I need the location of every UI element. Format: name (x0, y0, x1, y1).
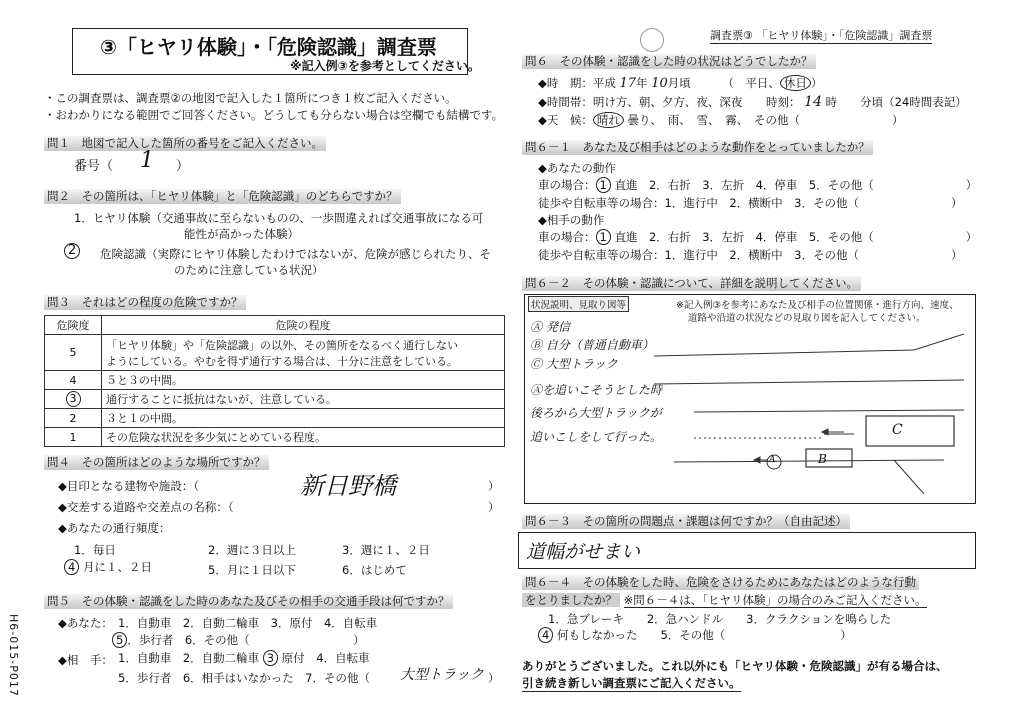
intro-line-1: ・この調査票は、調査票②の地図で記入した１箇所につき１枚ご記入ください。 (44, 91, 457, 105)
freq-option-3: 3．週に１、２日 (342, 543, 430, 557)
q4-road-close: ） (488, 500, 500, 514)
q1-label: 番号（ (74, 159, 114, 174)
car-b-shape (806, 449, 852, 467)
q2-option-2-number: 2 (64, 243, 80, 259)
freq-option-1: 1．毎日 (74, 543, 116, 557)
punch-hole (640, 28, 664, 52)
sketch-note-2: 道路や沿道の状況などの見取り図を記入してください。 (688, 313, 926, 324)
table-row (45, 409, 505, 428)
truck-c-shape (866, 416, 954, 446)
q4-road-label: ◆交差する道路や交差点の名称：（ (58, 500, 234, 514)
table-row (45, 371, 505, 390)
freq-option-4-circled: 4 月に１、２日 (64, 559, 152, 575)
freq-option-2: 2．週に３日以上 (208, 543, 296, 557)
q2-option-1b: 能性が高かった体験） (184, 227, 299, 241)
sketch-box-label: 状況説明、見取り図等 (528, 296, 629, 312)
q6-3-answer: 道幅がせまい (526, 541, 641, 563)
level-cell-circled: 3 (45, 390, 102, 409)
q6-1-you-walk: 徒歩や自転車等の場合：1．進行中 2．横断中 3．その他（ ） (538, 196, 963, 210)
hand-note-3: Ⓒ 大型トラック (530, 357, 618, 371)
degree-cell: ５と３の中間。 (102, 371, 505, 390)
intro-line-2: ・おわかりになる範囲でご回答ください。どうしても分らない場合は空欄でも結構です。 (44, 108, 504, 122)
q4-landmark-label: ◆目印となる建物や施設：（ (58, 479, 200, 493)
footer-line-1: ありがとうございました。これ以外にも「ヒヤリ体験・危険認識」が有る場合は、 (522, 659, 948, 673)
q5-other-close: ） (488, 671, 500, 685)
side-code: H6-015-P017 (7, 614, 20, 697)
hand-note-2: Ⓑ 自分（普通自動車） (530, 338, 654, 352)
level-cell: 2 (45, 409, 102, 428)
q6-1-other-label: ◆相手の動作 (538, 213, 605, 227)
q1-close: ） (176, 159, 190, 174)
q6-1-you-car: 車の場合： 1 直進 2．右折 3．左折 4．停車 5．その他（ ） (538, 178, 978, 192)
road-sketch (524, 294, 974, 502)
q5-other-row1: 1．自動車 2．自動二輪車 3 原付 4．自転車 (118, 651, 370, 665)
q5-you-row1: 1．自動車 2．自動二輪車 3．原付 4．自転車 (118, 616, 378, 630)
q2-option-1: 1．ヒヤリ体験（交通事故に至らないものの、一歩間違えれば交通事故になる可 (74, 211, 484, 225)
header-degree: 危険の程度 (102, 316, 505, 335)
q6-2-title: 問６－２ その体験・認識について、詳細を説明してください。 (522, 276, 861, 291)
hand-note-4: Ⓐを追いこそうとした時 (530, 383, 663, 397)
hand-note-5: 後ろから大型トラックが (530, 406, 662, 420)
level-cell: 4 (45, 371, 102, 390)
level-cell: 5 (45, 335, 102, 371)
q5-other-row2: 5．歩行者 6．相手はいなかった 7．その他（ (118, 671, 370, 685)
table-row (45, 390, 505, 409)
q5-title: 問５ その体験・認識をした時のあなた及びその相手の交通手段は何ですか？ (44, 594, 453, 609)
q4-title: 問４ その箇所はどのような場所ですか？ (44, 455, 269, 470)
q6-1-title: 問６－１ あなた及び相手はどのような動作をとっていましたか？ (522, 140, 873, 155)
footer-line-2: 引き続き新しい調査票にご記入ください。 (522, 676, 741, 690)
q5-other-answer: 大型トラック (400, 667, 484, 683)
q1-title: 問１ 地図で記入した箇所の番号をご記入ください。 (44, 136, 326, 151)
q1-answer: 1 (140, 148, 154, 173)
q6-time-row: ◆時間帯：明け方、朝、夕方、夜、深夜 時刻： 14 時 分頃（24時間表記） (538, 94, 967, 110)
degree-cell: 「ヒヤリ体験」や「危険認識」の以外、その箇所をなるべく通行しない ようにしている。やむを得ず通行する場合は、十分に注意をしている。 (102, 335, 505, 371)
level-cell: 1 (45, 428, 102, 447)
q4-landmark-close: ） (488, 479, 500, 493)
sketch-label-b: B (818, 452, 827, 466)
q4-frequency-label: ◆あなたの通行頻度： (58, 521, 171, 535)
q2-option-2: 危険認識（実際にヒヤリ体験したわけではないが、危険が感じられたり、そ (100, 247, 491, 261)
header-level: 危険度 (45, 316, 102, 335)
title-note: ※記入例③を参考としてください。 (290, 59, 480, 73)
hand-note-6: 追いこしをして行った。 (530, 430, 663, 444)
sketch-note-1: ※記入例③を参考にあなた及び相手の位置関係・進行方向、速度、 (676, 300, 959, 311)
sketch-label-c: C (892, 422, 903, 438)
hand-note-1: Ⓐ 発信 (530, 320, 570, 334)
table-row (45, 335, 505, 371)
right-title: 調査票③ 「ヒヤリ体験」・「危険認識」調査票 (710, 29, 933, 42)
q6-4-title-2: をとりましたか？ ※問６－４は、「ヒヤリ体験」の場合のみご記入ください。 (522, 592, 927, 608)
q5-other-label: ◆相 手： (58, 653, 113, 667)
q5-you-row2: 5 ．歩行者 6．その他（ ） (112, 632, 365, 648)
freq-option-5: 5．月に１日以下 (208, 563, 296, 577)
q6-1-other-car: 車の場合： 1 直進 2．右折 3．左折 4．停車 5．その他（ ） (538, 230, 978, 244)
q6-title: 問６ その体験・認識をした時の状況はどうでしたか？ (522, 54, 816, 69)
degree-cell: その危険な状況を多少気にとめている程度。 (102, 428, 505, 447)
q6-weather-row: ◆天 候： 晴れ 曇り、 雨、 雪、 霧、 その他（ ） (538, 113, 904, 127)
table-row (45, 428, 505, 447)
risk-table (44, 315, 505, 447)
freq-option-6: 6．はじめて (342, 563, 407, 577)
q6-4-title: 問６－４ その体験をした時、危険をさけるためにあなたはどのような行動 (522, 575, 919, 590)
q6-1-other-walk: 徒歩や自転車等の場合：1．進行中 2．横断中 3．その他（ ） (538, 248, 963, 262)
q6-4-row-1: 1．急ブレーキ 2．急ハンドル 3．クラクションを鳴らした (548, 612, 892, 626)
q6-4-row-2: 4 何もしなかった 5．その他（ ） (538, 627, 852, 643)
q6-period-row: ◆時 期：平成 17年 10月頃 （ 平日、 休日 ） (538, 76, 823, 91)
q2-option-2b: のために注意している状況） (174, 263, 324, 277)
q6-1-you-label: ◆あなたの動作 (538, 161, 616, 175)
degree-cell: ３と１の中間。 (102, 409, 505, 428)
page-title: ③「ヒヤリ体験」・「危険認識」調査票 (100, 35, 437, 59)
q6-3-title: 問６－３ その箇所の問題点・課題は何ですか？（自由記述） (522, 514, 850, 529)
degree-cell: 通行することに抵抗はないが、注意している。 (102, 390, 505, 409)
q2-title: 問２ その箇所は、「ヒヤリ体験」と「危険認識」のどちらですか？ (44, 189, 401, 204)
table-header-row (45, 316, 505, 335)
q4-landmark-answer: 新日野橋 (300, 472, 396, 500)
q3-title: 問３ それはどの程度の危険ですか？ (44, 295, 246, 310)
q5-you-label: ◆あなた： (58, 616, 113, 630)
sketch-label-a: A (769, 455, 776, 465)
